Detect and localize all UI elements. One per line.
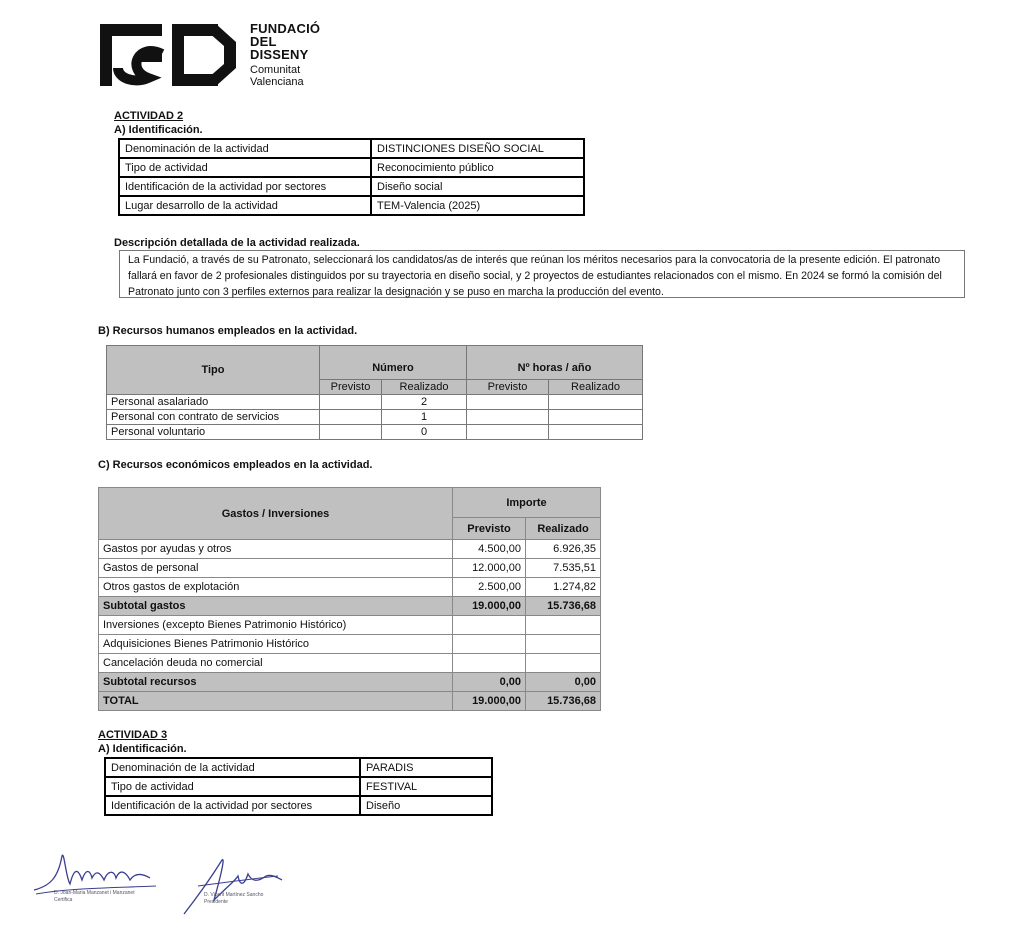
eco-cell-realizado: 15.736,68 xyxy=(526,692,601,711)
a2-ident-row xyxy=(119,139,584,158)
actividad3-title: ACTIVIDAD 3 xyxy=(98,729,168,741)
eco-sub-realizado: Realizado xyxy=(526,518,601,540)
eco-cell-realizado xyxy=(526,616,601,635)
eco-col-gastos: Gastos / Inversiones xyxy=(99,488,453,540)
hr-sub-previsto: Previsto xyxy=(320,380,382,395)
a2-ident-value: TEM-Valencia (2025) xyxy=(371,196,584,215)
eco-row xyxy=(99,635,601,654)
eco-row xyxy=(99,616,601,635)
hr-row xyxy=(107,410,643,425)
eco-cell-realizado xyxy=(526,654,601,673)
logo-line-2: DEL xyxy=(250,34,277,49)
eco-row xyxy=(99,692,601,711)
a2-ident-label: Tipo de actividad xyxy=(119,158,371,177)
eco-heading: C) Recursos económicos empleados en la actividad. xyxy=(98,459,373,471)
eco-cell-realizado: 0,00 xyxy=(526,673,601,692)
a2-ident-label: Lugar desarrollo de la actividad xyxy=(119,196,371,215)
eco-col-importe: Importe xyxy=(453,488,601,518)
logo-sub-2: Valenciana xyxy=(250,76,304,88)
actividad2-ident-heading: A) Identificación. xyxy=(114,124,203,136)
a3-ident-label: Denominación de la actividad xyxy=(105,758,360,777)
signature-right-name: D. Vicent Martínez Sancho xyxy=(204,892,264,898)
a2-ident-value: DISTINCIONES DISEÑO SOCIAL xyxy=(371,139,584,158)
hr-cell-num-prev xyxy=(320,410,382,425)
eco-cell-previsto xyxy=(453,635,526,654)
signature-right-icon xyxy=(178,856,288,918)
eco-table xyxy=(98,487,601,711)
hr-col-numero: Número xyxy=(320,346,467,380)
signature-right-role: Presidente xyxy=(204,899,228,905)
a3-ident-label: Identificación de la actividad por sectores xyxy=(105,796,360,815)
hr-row xyxy=(107,395,643,410)
logo xyxy=(98,20,338,92)
hr-cell-h-real xyxy=(549,425,643,440)
eco-row xyxy=(99,578,601,597)
signature-left-icon xyxy=(30,848,160,896)
fundacio-logo-icon xyxy=(98,22,238,90)
eco-cell-previsto: 0,00 xyxy=(453,673,526,692)
hr-cell-num-prev xyxy=(320,395,382,410)
eco-row xyxy=(99,559,601,578)
eco-row xyxy=(99,654,601,673)
a3-ident-row xyxy=(105,758,492,777)
description-heading: Descripción detallada de la actividad realizada. xyxy=(114,237,360,249)
eco-cell-label: TOTAL xyxy=(99,692,453,711)
eco-cell-realizado: 15.736,68 xyxy=(526,597,601,616)
eco-cell-previsto xyxy=(453,654,526,673)
hr-cell-h-real xyxy=(549,395,643,410)
hr-sub-horas-previsto: Previsto xyxy=(467,380,549,395)
eco-cell-label: Adquisiciones Bienes Patrimonio Histórico xyxy=(99,635,453,654)
eco-cell-previsto: 19.000,00 xyxy=(453,692,526,711)
hr-col-tipo: Tipo xyxy=(107,346,320,395)
signature-left xyxy=(30,848,160,908)
logo-line-3: DISSENY xyxy=(250,47,309,62)
actividad3-ident-heading: A) Identificación. xyxy=(98,743,187,755)
description-box: La Fundació, a través de su Patronato, seleccionará los candidatos/as de interés que reúnan los méritos necesarios para la convocatoria de la presente edición. El patronato fallará en favor de 2 profesionales distinguidos por su trayectoria en diseño social, y 2 proyectos de estudiantes relacionados con el mismo. En 2024 se formó la comisión del Patronato junto con 3 perfiles externos para realizar la designación y se puso en marcha la producción del evento. xyxy=(119,250,965,298)
hr-table xyxy=(106,345,643,440)
a3-ident-row xyxy=(105,796,492,815)
eco-cell-previsto: 2.500,00 xyxy=(453,578,526,597)
logo-line-1: FUNDACIÓ xyxy=(250,21,321,36)
hr-cell-h-real xyxy=(549,410,643,425)
a2-ident-label: Identificación de la actividad por sectores xyxy=(119,177,371,196)
eco-cell-previsto: 4.500,00 xyxy=(453,540,526,559)
hr-cell-h-prev xyxy=(467,425,549,440)
hr-col-horas: Nº horas / año xyxy=(467,346,643,380)
hr-cell-num-prev xyxy=(320,425,382,440)
eco-cell-label: Gastos por ayudas y otros xyxy=(99,540,453,559)
hr-sub-realizado: Realizado xyxy=(382,380,467,395)
eco-cell-label: Inversiones (excepto Bienes Patrimonio Histórico) xyxy=(99,616,453,635)
hr-sub-horas-realizado: Realizado xyxy=(549,380,643,395)
hr-cell-tipo: Personal voluntario xyxy=(107,425,320,440)
a3-ident-label: Tipo de actividad xyxy=(105,777,360,796)
eco-cell-previsto: 19.000,00 xyxy=(453,597,526,616)
a3-ident-value: PARADIS xyxy=(360,758,492,777)
eco-cell-label: Gastos de personal xyxy=(99,559,453,578)
eco-cell-realizado: 6.926,35 xyxy=(526,540,601,559)
eco-cell-label: Subtotal recursos xyxy=(99,673,453,692)
eco-row xyxy=(99,673,601,692)
eco-cell-label: Otros gastos de explotación xyxy=(99,578,453,597)
eco-cell-realizado xyxy=(526,635,601,654)
signature-left-role: Certifica xyxy=(54,897,73,903)
actividad2-ident-table xyxy=(118,138,585,216)
hr-cell-tipo: Personal asalariado xyxy=(107,395,320,410)
signature-right xyxy=(178,856,288,920)
hr-cell-h-prev xyxy=(467,410,549,425)
a2-ident-label: Denominación de la actividad xyxy=(119,139,371,158)
hr-cell-h-prev xyxy=(467,395,549,410)
a3-ident-value: FESTIVAL xyxy=(360,777,492,796)
eco-cell-realizado: 1.274,82 xyxy=(526,578,601,597)
eco-row xyxy=(99,597,601,616)
a2-ident-value: Reconocimiento público xyxy=(371,158,584,177)
a2-ident-row xyxy=(119,177,584,196)
logo-sub-1: Comunitat xyxy=(250,64,301,76)
signature-left-name: D. Joan-Maria Manzanet i Manzanet xyxy=(54,890,135,896)
hr-row xyxy=(107,425,643,440)
eco-row xyxy=(99,540,601,559)
actividad3-ident-table xyxy=(104,757,493,816)
eco-cell-label: Cancelación deuda no comercial xyxy=(99,654,453,673)
eco-cell-previsto xyxy=(453,616,526,635)
hr-cell-num-real: 1 xyxy=(382,410,467,425)
hr-heading: B) Recursos humanos empleados en la actividad. xyxy=(98,325,358,337)
a2-ident-value: Diseño social xyxy=(371,177,584,196)
eco-sub-previsto: Previsto xyxy=(453,518,526,540)
a2-ident-row xyxy=(119,196,584,215)
a2-ident-row xyxy=(119,158,584,177)
eco-cell-previsto: 12.000,00 xyxy=(453,559,526,578)
actividad2-title: ACTIVIDAD 2 xyxy=(114,110,184,122)
a3-ident-row xyxy=(105,777,492,796)
eco-cell-label: Subtotal gastos xyxy=(99,597,453,616)
hr-cell-tipo: Personal con contrato de servicios xyxy=(107,410,320,425)
hr-cell-num-real: 2 xyxy=(382,395,467,410)
a3-ident-value: Diseño xyxy=(360,796,492,815)
hr-cell-num-real: 0 xyxy=(382,425,467,440)
eco-cell-realizado: 7.535,51 xyxy=(526,559,601,578)
